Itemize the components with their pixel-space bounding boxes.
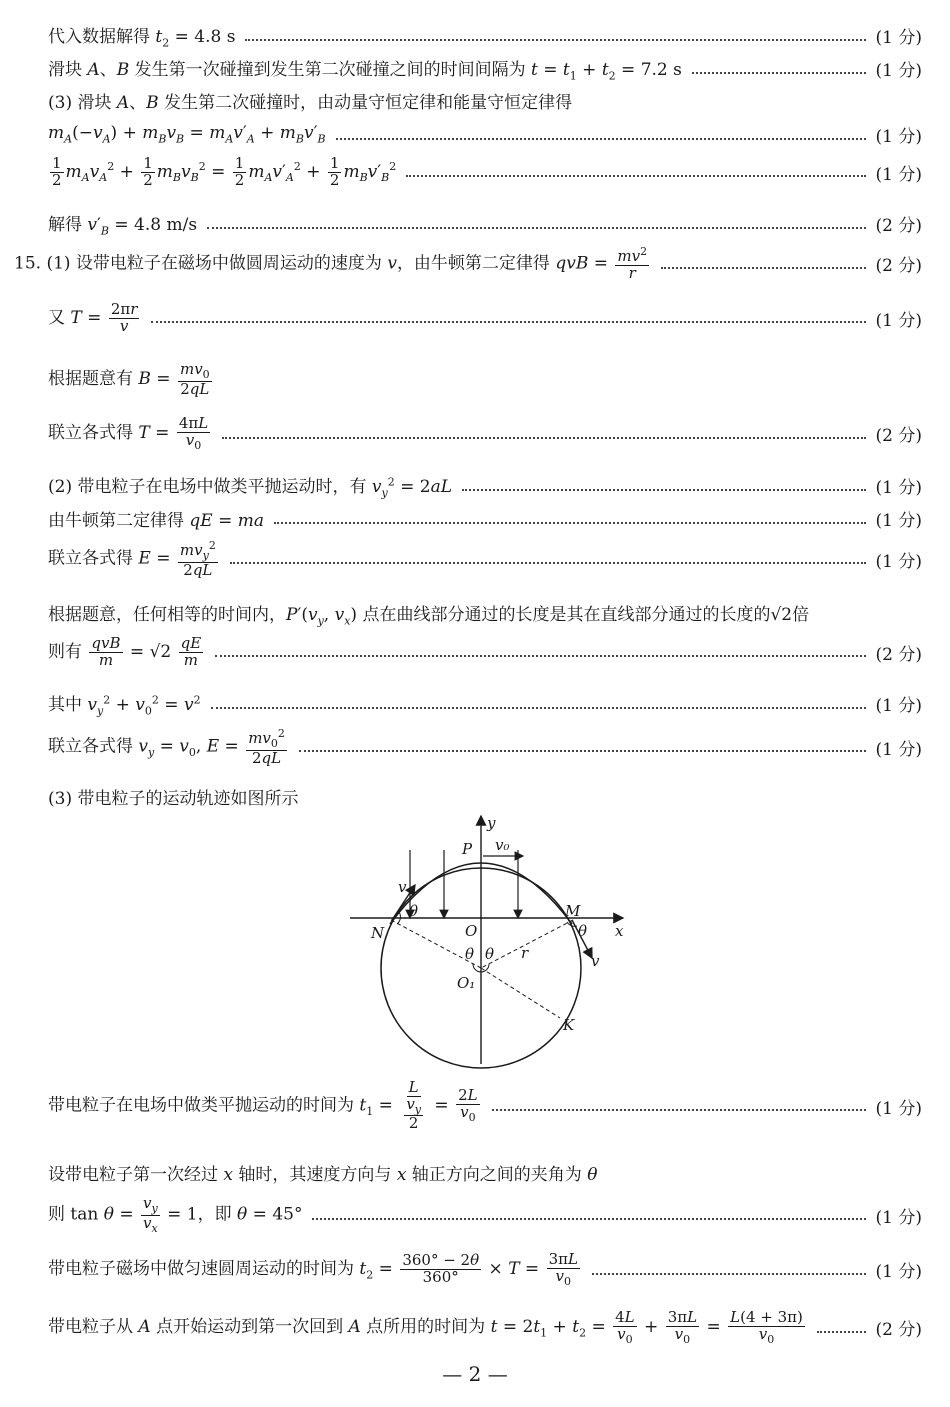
score: (2 分)	[875, 256, 922, 277]
solution-line: 滑块 A、B 发生第一次碰撞到发生第二次碰撞之间的时间间隔为 $t = t_1 + t_2 = 7.2$ s (1 分)	[48, 55, 922, 82]
score: (1 分)	[875, 1098, 922, 1119]
label-r: r	[521, 944, 529, 962]
leader-dots	[692, 72, 866, 74]
score: (2 分)	[875, 1320, 922, 1341]
leader-dots	[817, 1331, 866, 1333]
score: (1 分)	[875, 310, 922, 331]
solution-line: 则 tan θ = $\frac{v_y}{v_x}$ = 1，即 θ = 45° (1 分)	[48, 1194, 922, 1235]
solution-line: (3) 带电粒子的运动轨迹如图所示	[48, 789, 299, 809]
score: (2 分)	[875, 426, 922, 447]
solution-line: 其中 $v_y^2 + v_0^2 = v^2$ (1 分)	[48, 690, 922, 717]
solution-line: 又 T = $\frac{2\pi r}{v}$ (1 分)	[48, 300, 922, 335]
label-P: P	[462, 840, 473, 858]
leader-dots	[462, 489, 865, 491]
solution-line: 联立各式得 T = $\frac{4\pi L}{v_0}$ (2 分)	[48, 414, 922, 452]
leader-dots	[406, 175, 865, 177]
solution-line: 联立各式得 E = $\frac{mv_y^2}{2qL}$ (1 分)	[48, 539, 922, 579]
label-v-left: v	[398, 878, 407, 896]
solution-line: 解得 $v'_B = 4.8$ m/s (2 分)	[48, 210, 922, 237]
solution-line: 根据题意，任何相等的时间内，$P'(v_y$, $v_x$) 点在曲线部分通过的长度是其在直线部分通过的长度的√2倍	[48, 605, 810, 628]
score: (1 分)	[875, 164, 922, 185]
score: (1 分)	[875, 696, 922, 717]
label-M: M	[565, 902, 581, 920]
solution-line: 联立各式得 $v_y = v_0$, E = $\frac{mv_0^2}{2qL}$ (1 分)	[48, 727, 922, 767]
label-theta: θ	[578, 922, 588, 940]
label-O: O	[465, 922, 478, 940]
leader-dots	[592, 1273, 866, 1275]
solution-line: 则有 $\frac{\text{qvB}}{m}$ = √2 $\frac{qE}{m}$ (2 分)	[48, 634, 922, 669]
leader-dots	[222, 437, 865, 439]
solution-line: 设带电粒子第一次经过 x 轴时，其速度方向与 x 轴正方向之间的夹角为 θ	[48, 1165, 598, 1185]
label-v-right: v	[591, 952, 600, 970]
solution-line: 15. (1) 设带电粒子在磁场中做圆周运动的速度为 v，由牛顿第二定律得 qvB = $\frac{mv^2}{r}$ (2 分)	[14, 245, 922, 282]
solution-line: 根据题意有 B = $\frac{mv_0}{2qL}$	[48, 360, 210, 398]
score: (1 分)	[875, 28, 922, 49]
solution-line: 代入数据解得 $t_2 = 4.8$ s (1 分)	[48, 22, 922, 49]
leader-dots	[299, 750, 866, 752]
score: (1 分)	[875, 739, 922, 760]
leader-dots	[215, 655, 865, 657]
leader-dots	[151, 321, 865, 323]
score: (1 分)	[875, 127, 922, 147]
label-K: K	[563, 1016, 575, 1034]
solution-line: 带电粒子从 A 点开始运动到第一次回到 A 点所用的时间为 $t = 2t_1 + t_2$ = $\frac{4L}{v_0}$ + $\frac{3\pi L}{v_0}$ = $\frac{L(4 + 3\pi)}{v_0}$ (2 分)	[48, 1308, 922, 1346]
radius-dashed	[481, 968, 560, 1018]
label-y: y	[487, 814, 496, 832]
score: (1 分)	[875, 61, 922, 82]
score: (1 分)	[875, 511, 922, 531]
leader-dots	[661, 267, 865, 269]
score: (1 分)	[875, 551, 922, 572]
solution-line: (3) 滑块 A、B 发生第二次碰撞时，由动量守恒定律和能量守恒定律得	[48, 93, 573, 113]
leader-dots	[211, 707, 866, 709]
leader-dots	[207, 227, 865, 229]
leader-dots	[336, 138, 866, 140]
label-v0: v₀	[495, 836, 510, 854]
solution-line: 带电粒子在电场中做类平抛运动的时间为 $t_1$ = $\frac{L}{\frac{v_y}{2}}$ = $\frac{2L}{v_0}$ (1 分)	[48, 1078, 922, 1133]
solution-line: 带电粒子磁场中做匀速圆周运动的时间为 $t_2$ = $\frac{360^\circ - 2\theta}{360^\circ}$ × T = $\frac{3\pi L}{v_0}$ (1 分)	[48, 1250, 922, 1288]
score: (1 分)	[875, 478, 922, 499]
solution-line: 由牛顿第二定律得 qE = ma (1 分)	[48, 506, 922, 531]
solution-line: (2) 带电粒子在电场中做类平抛运动时，有 $v_y^2 = 2aL$ (1 分)	[48, 472, 922, 499]
label-theta: θ	[465, 945, 475, 963]
leader-dots	[492, 1109, 866, 1111]
score: (1 分)	[875, 1262, 922, 1283]
label-theta: θ	[409, 902, 419, 920]
leader-dots	[230, 562, 866, 564]
solution-line: $m_A(-v_A) + m_Bv_B = m_Av'_A + m_Bv'_B$ (1 分)	[48, 123, 922, 147]
label-N: N	[371, 924, 385, 942]
label-theta: θ	[485, 945, 495, 963]
label-x: x	[615, 922, 624, 940]
score: (1 分)	[875, 1207, 922, 1228]
leader-dots	[274, 522, 865, 524]
solution-line: $\frac{1}{2}$ $m_Av_A^2$ + $\frac{1}{2}$ $m_Bv_B^2$ = $\frac{1}{2}$ $m_Av'_A^2$ + $\frac{1}{2}$ $m_Bv'_B^2$ (1 分)	[52, 154, 922, 189]
label-O1: O₁	[457, 974, 476, 992]
score: (2 分)	[875, 644, 922, 665]
trajectory-figure	[345, 812, 635, 1074]
score: (2 分)	[875, 216, 922, 237]
page-number: — 2 —	[442, 1362, 508, 1386]
leader-dots	[312, 1218, 865, 1220]
leader-dots	[245, 39, 865, 41]
